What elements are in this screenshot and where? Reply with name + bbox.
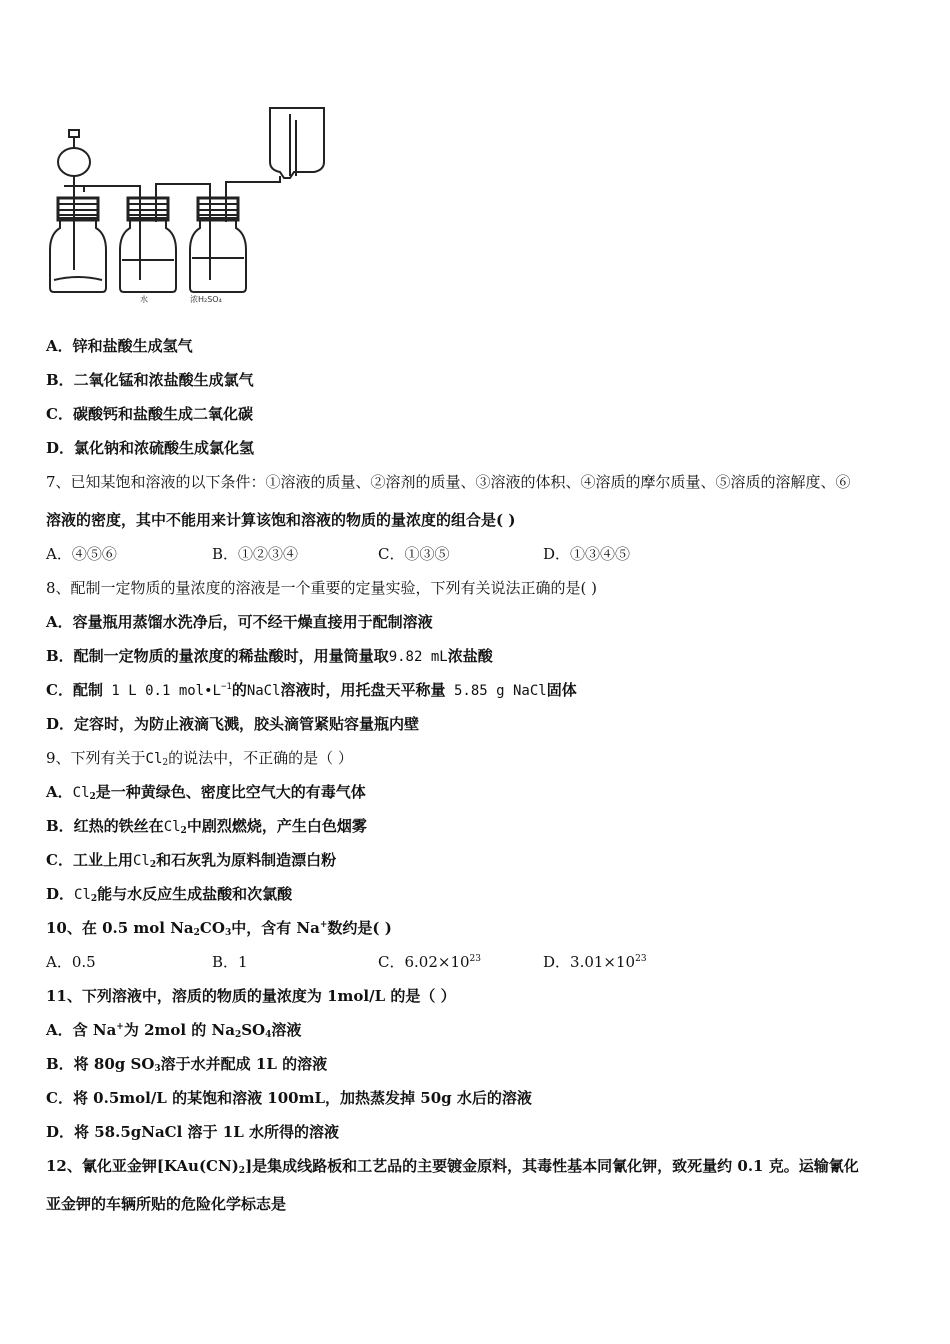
reaction-flask: [50, 218, 106, 292]
wash-bottle-water: [120, 218, 176, 292]
q10-option-a: A．0.5: [46, 953, 96, 971]
q9-option-a: A．$Cl_2$是一种黄绿色、密度比空气大的有毒气体: [46, 783, 366, 802]
q9-stem: 9、下列有关于$Cl_2$的说法中，不正确的是（ ）: [46, 749, 353, 768]
q6-option-b: B．二氧化锰和浓盐酸生成氯气: [46, 371, 254, 389]
q8-option-c: C．配制 1 L 0.1 $mol•L^{-1}$的NaCl溶液时，用托盘天平称量 5.85 g NaCl固体: [46, 681, 577, 699]
q12-stem-line1: 12、氰化亚金钾$[KAu(CN)_2]$是集成线路板和工艺品的主要镀金原料，其毒性基本同氰化钾，致死量约 0.1 克。运输氰化: [46, 1157, 859, 1176]
figure-caption-acid: 浓H₂SO₄: [190, 295, 222, 304]
q7-option-a: A．④⑤⑥: [46, 545, 117, 563]
q11-option-a: A．含 Na+为 2mol 的 $Na_2SO_4$溶液: [46, 1021, 302, 1040]
q10-option-b: B．1: [212, 953, 248, 971]
q8-stem: 8、配制一定物质的量浓度的溶液是一个重要的定量实验，下列有关说法正确的是( ): [46, 579, 598, 597]
wash-bottle-sulfuric-acid: [190, 218, 246, 292]
figure-caption-water: 水: [140, 295, 148, 304]
q12-stem-line2: 亚金钾的车辆所贴的危险化学标志是: [46, 1195, 287, 1213]
q11-stem: 11、下列溶液中，溶质的物质的量浓度为 1mol/L 的是（ ）: [46, 987, 456, 1005]
q9-option-d: D．$Cl_2$能与水反应生成盐酸和次氯酸: [46, 885, 293, 904]
q7-stem-line1: 7、已知某饱和溶液的以下条件：①溶液的质量、②溶剂的质量、③溶液的体积、④溶质的摩尔质量、⑤溶质的溶解度、⑥: [46, 473, 851, 491]
q7-option-c: C．①③⑤: [378, 545, 450, 563]
q8-option-d: D．定容时，为防止液滴飞溅，胶头滴管紧贴容量瓶内壁: [46, 715, 420, 733]
q11-option-c: C．将 0.5mol/L 的某饱和溶液 100mL，加热蒸发掉 50g 水后的溶液: [46, 1089, 532, 1107]
separatory-funnel: [58, 148, 90, 176]
q9-option-b: B．红热的铁丝在$Cl_2$中剧烈燃烧，产生白色烟雾: [46, 817, 367, 836]
q6-option-d: D．氯化钠和浓硫酸生成氯化氢: [46, 439, 255, 457]
q7-stem-line2: 溶液的密度，其中不能用来计算该饱和溶液的物质的量浓度的组合是( ): [46, 511, 516, 529]
q10-option-c: C．$6.02\times 10^{23}$: [378, 953, 481, 971]
q8-option-b: B．配制一定物质的量浓度的稀盐酸时，用量筒量取9.82 mL浓盐酸: [46, 647, 493, 665]
gas-apparatus-figure: [44, 100, 344, 305]
q11-option-b: B．将 80g $SO_3$溶于水并配成 1L 的溶液: [46, 1055, 328, 1074]
q8-option-a: A．容量瓶用蒸馏水洗净后，可不经干燥直接用于配制溶液: [46, 613, 433, 631]
q10-stem: 10、在 0.5 mol $Na_2CO_3$中，含有 Na+数约是( ): [46, 919, 392, 938]
q7-option-b: B．①②③④: [212, 545, 299, 563]
q11-option-d: D．将 58.5gNaCl 溶于 1L 水所得的溶液: [46, 1123, 339, 1141]
q10-option-d: D．$3.01\times 10^{23}$: [543, 953, 647, 971]
q7-option-d: D．①③④⑤: [543, 545, 631, 563]
q6-option-c: C．碳酸钙和盐酸生成二氧化碳: [46, 405, 253, 423]
q9-option-c: C．工业上用$Cl_2$和石灰乳为原料制造漂白粉: [46, 851, 337, 870]
q6-option-a: A．锌和盐酸生成氢气: [46, 337, 193, 355]
